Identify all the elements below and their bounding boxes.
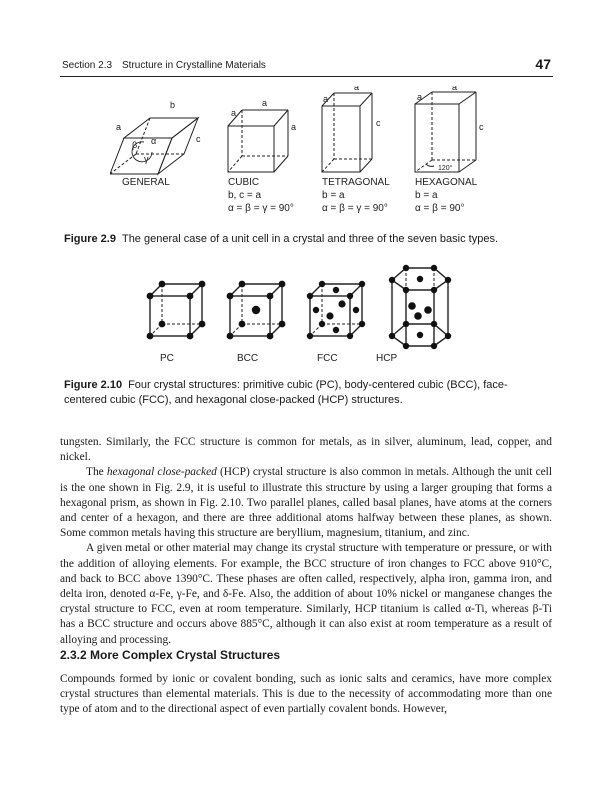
hexagonal-edge-a2: a — [452, 86, 458, 92]
label-hexagonal: HEXAGONAL — [415, 177, 478, 188]
general-alpha: α — [151, 136, 157, 146]
label-tetragonal: TETRAGONAL — [322, 177, 390, 188]
tetragonal-edge-a1: a — [323, 94, 329, 104]
pc-structure-drawing — [150, 284, 202, 336]
general-beta: β — [132, 140, 138, 150]
hexagonal-cell-drawing — [415, 92, 476, 172]
general-cell-drawing — [110, 118, 198, 174]
body-text-lower — [60, 672, 552, 718]
figure-2-9-caption-text: The general case of a unit cell in a crystal and three of the seven basic types. — [121, 233, 499, 245]
general-gamma: γ — [144, 154, 149, 164]
label-bcc: BCC — [237, 353, 259, 364]
running-header — [60, 56, 553, 77]
tetragonal-line-1: b = a — [322, 190, 345, 201]
general-edge-b: b — [170, 100, 176, 110]
label-hcp: HCP — [376, 353, 398, 364]
hexagonal-edge-a1: a — [417, 92, 423, 102]
cubic-edge-a1: a — [231, 108, 237, 118]
subsection-heading: 2.3.2 More Complex Crystal Structures — [60, 648, 281, 662]
paragraph-2-start: The — [86, 466, 107, 479]
hexagonal-edge-c: c — [479, 122, 484, 132]
label-pc: PC — [160, 353, 174, 364]
body-text-upper — [60, 435, 552, 648]
cubic-edge-a2: a — [262, 98, 268, 108]
paragraph-2-term: hexagonal close-packed — [106, 466, 217, 479]
figure-2-10-caption-text: Four crystal structures: primitive cubic (PC), body-centered cubic (BCC), face-centered cubic (FCC), and hexagonal close-packed (HCP) structures. — [64, 379, 508, 406]
tetragonal-line-2: α = β = γ = 90° — [322, 203, 388, 214]
figure-2-10-label: Figure 2.10 — [64, 379, 123, 391]
paragraph-2 — [60, 465, 552, 541]
paragraph-2-rest: (HCP) crystal structure is also common in metals. Although the unit cell is the one shown in Fig. 2.9, it is useful to illustrate this structure by using a larger grouping that forms a hexagonal prism, as shown in Fig. 2.10. Two parallel planes, called basal planes, have atoms at the corners and center of a hexagon, and there are three additional atoms halfway between these planes, as shown. Some common metals having this structure are beryllium, magnesium, titanium, and zinc. — [60, 466, 553, 540]
label-fcc: FCC — [317, 353, 338, 364]
label-general: GENERAL — [122, 177, 170, 188]
figure-2-10-caption — [64, 378, 534, 408]
cubic-line-2: α = β = γ = 90° — [228, 203, 294, 214]
label-cubic: CUBIC — [228, 177, 260, 188]
paragraph-3: A given metal or other material may change its crystal structure with temperature or pressure, or with the addition of alloying elements. For example, the BCC structure of iron changes to FCC above 910°C, and back to BCC above 1390°C. These phases are often called, respectively, alpha iron, gamma iron, and delta iron, denoted α-Fe, γ-Fe, and δ-Fe. Also, the addition of about 10% nickel or manganese changes the crystal structure to FCC, even at room temperature. Similarly, HCP titanium is called α-Ti, whereas β-Ti has a BCC structure and occurs above 885°C, although it can also exist at room temperature as a result of alloying and processing. — [60, 542, 552, 646]
cubic-line-1: b, c = a — [228, 190, 262, 201]
paragraph-4: Compounds formed by ionic or covalent bonding, such as ionic salts and ceramics, have more complex crystal structures than elemental materials. This is due to the necessity of accommodating more than one type of atom and to the directional aspect of even partially covalent bonds. However, — [60, 673, 552, 716]
hexagonal-line-2: α = β = 90° — [415, 203, 465, 214]
paragraph-1: tungsten. Similarly, the FCC structure is common for metals, as in silver, aluminum, lead, copper, and nickel. — [60, 436, 552, 464]
general-edge-a: a — [116, 122, 122, 132]
hexagonal-angle: 120° — [438, 165, 453, 172]
cubic-edge-a3: a — [291, 122, 297, 132]
figure-2-10 — [130, 262, 490, 366]
hexagonal-line-1: b = a — [415, 190, 438, 201]
tetragonal-edge-a2: a — [354, 86, 360, 92]
tetragonal-cell-drawing — [322, 93, 372, 172]
header-section: Section 2.3 — [62, 60, 113, 71]
header-title: Structure in Crystalline Materials — [122, 60, 266, 71]
page-number: 47 — [535, 56, 551, 72]
tetragonal-edge-c: c — [376, 118, 381, 128]
figure-2-9-label: Figure 2.9 — [64, 233, 116, 245]
general-edge-c: c — [196, 134, 201, 144]
cubic-cell-drawing — [228, 110, 288, 172]
figure-2-9 — [110, 86, 510, 222]
figure-2-9-caption — [64, 232, 554, 247]
